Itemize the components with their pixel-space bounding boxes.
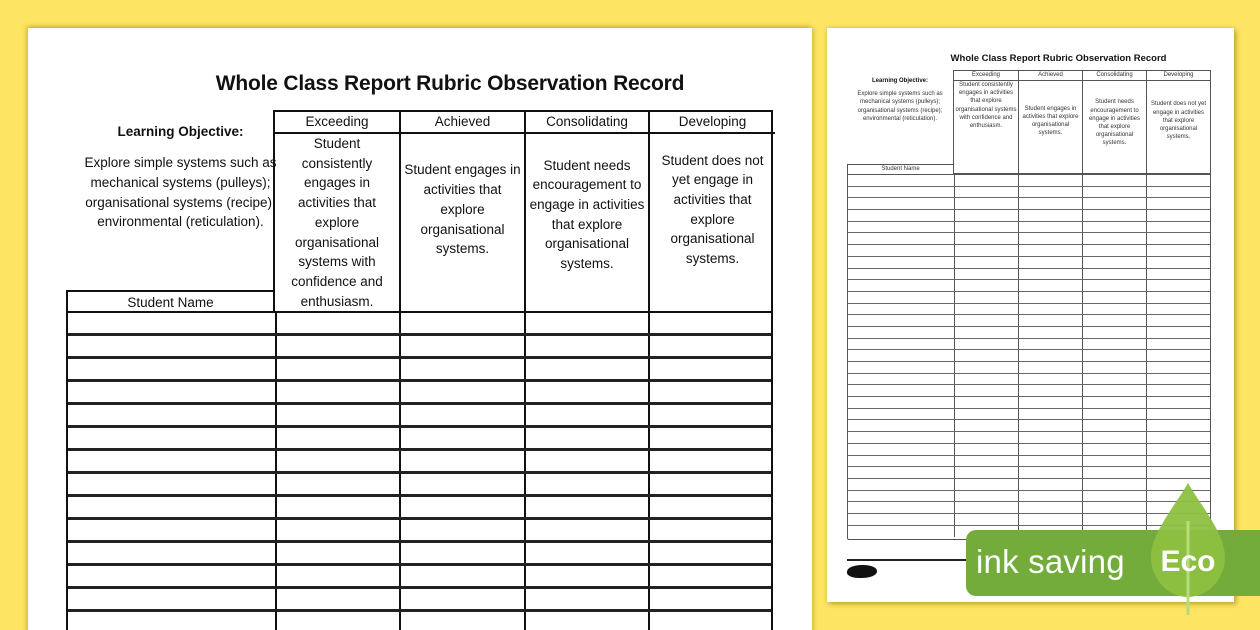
rubric-check-cell <box>1146 409 1210 420</box>
rubric-check-cell <box>524 566 648 586</box>
rubric-check-cell <box>524 543 648 563</box>
rubric-check-cell <box>399 497 524 517</box>
rubric-check-cell <box>399 336 524 356</box>
rubric-check-cell <box>1082 420 1146 431</box>
table-row <box>68 405 771 428</box>
rubric-check-cell <box>275 566 399 586</box>
table-row <box>848 198 1210 210</box>
learning-objective <box>68 124 293 232</box>
rubric-check-cell <box>954 339 1018 350</box>
rubric-check-cell <box>1018 257 1082 268</box>
rubric-check-cell <box>399 589 524 609</box>
rubric-check-cell <box>954 210 1018 221</box>
rubric-check-cell <box>399 474 524 494</box>
rubric-check-cell <box>275 543 399 563</box>
table-row <box>848 327 1210 339</box>
thumbnail-rubric-descriptor: Student engages in activities that explore organisational systems. <box>1022 105 1079 137</box>
rubric-check-cell <box>1082 292 1146 303</box>
thumbnail-rubric-column <box>1018 71 1082 173</box>
rubric-check-cell <box>954 245 1018 256</box>
rubric-check-cell <box>954 280 1018 291</box>
rubric-check-cell <box>275 451 399 471</box>
student-name-cell <box>848 210 954 221</box>
rubric-check-cell <box>275 612 399 630</box>
rubric-check-cell <box>275 497 399 517</box>
table-row <box>848 420 1210 432</box>
rubric-column-achieved <box>399 112 524 311</box>
rubric-column-exceeding <box>275 112 399 311</box>
student-name-cell <box>848 514 954 525</box>
rubric-check-cell <box>1018 409 1082 420</box>
rubric-check-cell <box>524 612 648 630</box>
table-row <box>68 474 771 497</box>
rubric-check-cell <box>1146 350 1210 361</box>
rubric-check-cell <box>524 451 648 471</box>
rubric-check-cell <box>1146 456 1210 467</box>
rubric-check-cell <box>1082 479 1146 490</box>
rubric-descriptor: Student does not yet engage in activities that explore organisational systems. <box>661 152 764 267</box>
rubric-check-cell <box>1018 269 1082 280</box>
rubric-check-cell <box>1082 222 1146 233</box>
rubric-check-cell <box>1082 315 1146 326</box>
student-name-cell <box>848 374 954 385</box>
table-row <box>848 280 1210 292</box>
rubric-check-cell <box>1082 339 1146 350</box>
rubric-descriptor: Student consistently engages in activities that explore organisational systems with confidence and enthusiasm. <box>291 136 383 309</box>
rubric-descriptor: Student needs encouragement to engage in activities that explore organisational systems. <box>529 157 645 272</box>
thumbnail-learning-objective <box>845 78 955 123</box>
student-name-cell <box>848 269 954 280</box>
rubric-column-consolidating <box>524 112 648 311</box>
rubric-check-cell <box>275 313 399 333</box>
rubric-check-cell <box>648 566 771 586</box>
table-row <box>68 497 771 520</box>
rubric-check-cell <box>1082 198 1146 209</box>
ink-saving-text: ink saving <box>976 543 1125 580</box>
student-name-cell <box>68 566 275 586</box>
rubric-check-cell <box>524 336 648 356</box>
rubric-check-cell <box>1146 257 1210 268</box>
student-name-cell <box>68 474 275 494</box>
rubric-check-cell <box>1146 444 1210 455</box>
table-row <box>68 612 771 630</box>
table-row <box>68 359 771 382</box>
rubric-check-cell <box>524 405 648 425</box>
student-name-cell <box>848 339 954 350</box>
rubric-check-cell <box>524 520 648 540</box>
rubric-check-cell <box>954 292 1018 303</box>
table-row <box>848 315 1210 327</box>
student-name-cell <box>68 451 275 471</box>
rubric-column-developing <box>648 112 775 311</box>
rubric-check-cell <box>1146 210 1210 221</box>
rubric-level: Exceeding <box>275 112 399 134</box>
rubric-check-cell <box>1146 362 1210 373</box>
table-row <box>848 409 1210 421</box>
rubric-level: Developing <box>650 112 775 134</box>
rubric-check-cell <box>1018 456 1082 467</box>
rubric-check-cell <box>399 428 524 448</box>
rubric-check-cell <box>399 566 524 586</box>
rubric-level: Achieved <box>401 112 524 134</box>
student-name-cell <box>848 502 954 513</box>
rubric-check-cell <box>1082 456 1146 467</box>
rubric-header-table <box>273 110 773 313</box>
rubric-check-cell <box>1146 198 1210 209</box>
rubric-check-cell <box>524 313 648 333</box>
rubric-check-cell <box>1146 339 1210 350</box>
student-name-cell <box>848 304 954 315</box>
rubric-check-cell <box>954 304 1018 315</box>
student-name-cell <box>68 428 275 448</box>
rubric-check-cell <box>1018 210 1082 221</box>
rubric-check-cell <box>1018 187 1082 198</box>
thumbnail-rubric-column <box>1082 71 1146 173</box>
rubric-check-cell <box>1082 233 1146 244</box>
rubric-check-cell <box>954 374 1018 385</box>
rubric-check-cell <box>1082 350 1146 361</box>
table-row <box>68 313 771 336</box>
student-name-cell <box>848 467 954 478</box>
rubric-check-cell <box>954 385 1018 396</box>
rubric-check-cell <box>399 612 524 630</box>
rubric-check-cell <box>275 359 399 379</box>
student-name-cell <box>848 456 954 467</box>
rubric-check-cell <box>954 350 1018 361</box>
rubric-check-cell <box>648 313 771 333</box>
rubric-level: Consolidating <box>526 112 648 134</box>
rubric-check-cell <box>1018 374 1082 385</box>
rubric-check-cell <box>1018 175 1082 186</box>
rubric-check-cell <box>1082 397 1146 408</box>
student-name-cell <box>68 589 275 609</box>
rubric-check-cell <box>1146 222 1210 233</box>
rubric-check-cell <box>1018 245 1082 256</box>
table-row <box>848 432 1210 444</box>
thumbnail-rubric-level: Achieved <box>1019 71 1082 81</box>
table-row <box>848 233 1210 245</box>
rubric-check-cell <box>1146 269 1210 280</box>
rubric-check-cell <box>275 520 399 540</box>
student-name-cell <box>848 385 954 396</box>
rubric-check-cell <box>1018 292 1082 303</box>
rubric-check-cell <box>954 327 1018 338</box>
rubric-check-cell <box>1146 292 1210 303</box>
table-row <box>848 269 1210 281</box>
rubric-check-cell <box>648 474 771 494</box>
rubric-check-cell <box>1146 187 1210 198</box>
rubric-check-cell <box>1082 362 1146 373</box>
rubric-check-cell <box>1082 502 1146 513</box>
rubric-check-cell <box>1082 409 1146 420</box>
table-row <box>848 292 1210 304</box>
thumbnail-rubric-descriptor: Student needs encouragement to engage in activities that explore organisational systems. <box>1088 99 1141 147</box>
student-name-cell <box>848 187 954 198</box>
rubric-check-cell <box>1082 514 1146 525</box>
rubric-check-cell <box>1146 432 1210 443</box>
student-name-cell <box>848 444 954 455</box>
rubric-check-cell <box>954 315 1018 326</box>
page-title: Whole Class Report Rubric Observation Record <box>215 72 685 95</box>
rubric-check-cell <box>1018 491 1082 502</box>
rubric-check-cell <box>1146 327 1210 338</box>
rubric-check-cell <box>1018 233 1082 244</box>
rubric-check-cell <box>954 397 1018 408</box>
rubric-check-cell <box>1146 385 1210 396</box>
student-name-cell <box>848 362 954 373</box>
thumbnail-student-name-header: Student Name <box>847 164 954 174</box>
thumbnail-rubric-column <box>954 71 1018 173</box>
rubric-descriptor: Student engages in activities that explore organisational systems. <box>404 162 521 257</box>
table-row <box>848 350 1210 362</box>
table-row <box>68 543 771 566</box>
table-row <box>848 257 1210 269</box>
rubric-check-cell <box>1082 304 1146 315</box>
student-name-cell <box>848 432 954 443</box>
learning-objective-label: Learning Objective: <box>117 124 244 139</box>
rubric-check-cell <box>399 382 524 402</box>
student-name-cell <box>848 292 954 303</box>
rubric-check-cell <box>1146 245 1210 256</box>
rubric-check-cell <box>1018 397 1082 408</box>
student-name-cell <box>68 313 275 333</box>
footer-divider <box>847 559 967 561</box>
thumbnail-rubric-header <box>953 70 1211 174</box>
rubric-check-cell <box>399 405 524 425</box>
learning-objective-text: Explore simple systems such as mechanical systems (pulleys); organisational systems (recipe); environmental (reticulation). <box>84 155 277 230</box>
rubric-check-cell <box>648 520 771 540</box>
table-row <box>68 336 771 359</box>
table-row <box>848 397 1210 409</box>
rubric-check-cell <box>1018 420 1082 431</box>
rubric-check-cell <box>954 187 1018 198</box>
table-row <box>848 444 1210 456</box>
rubric-check-cell <box>954 409 1018 420</box>
student-name-cell <box>848 198 954 209</box>
rubric-check-cell <box>1082 374 1146 385</box>
student-observation-table <box>66 311 773 630</box>
table-row <box>848 222 1210 234</box>
student-name-cell <box>848 526 954 538</box>
rubric-check-cell <box>1018 385 1082 396</box>
student-name-cell <box>848 280 954 291</box>
thumbnail-rubric-descriptor: Student does not yet engage in activities that explore organisational systems. <box>1150 101 1207 141</box>
student-name-cell <box>68 543 275 563</box>
rubric-check-cell <box>954 233 1018 244</box>
rubric-check-cell <box>1082 269 1146 280</box>
rubric-check-cell <box>1082 467 1146 478</box>
table-row <box>68 382 771 405</box>
rubric-check-cell <box>1082 280 1146 291</box>
table-row <box>68 428 771 451</box>
rubric-check-cell <box>1146 467 1210 478</box>
student-name-cell <box>848 315 954 326</box>
rubric-check-cell <box>1082 444 1146 455</box>
table-row <box>848 304 1210 316</box>
rubric-check-cell <box>1082 491 1146 502</box>
student-name-cell <box>848 175 954 186</box>
rubric-check-cell <box>1082 245 1146 256</box>
rubric-check-cell <box>399 359 524 379</box>
rubric-check-cell <box>1146 233 1210 244</box>
rubric-check-cell <box>1146 374 1210 385</box>
student-name-cell <box>68 382 275 402</box>
thumbnail-rubric-level: Exceeding <box>954 71 1018 81</box>
table-row <box>848 339 1210 351</box>
rubric-check-cell <box>1146 397 1210 408</box>
student-name-header: Student Name <box>66 290 275 313</box>
thumbnail-learning-objective-text: Explore simple systems such as mechanical systems (pulleys); organisational systems (recipe); environmental (reticulation). <box>857 91 943 122</box>
rubric-check-cell <box>1146 420 1210 431</box>
student-name-cell <box>68 405 275 425</box>
table-row <box>848 456 1210 468</box>
student-name-cell <box>68 336 275 356</box>
thumbnail-learning-objective-label: Learning Objective: <box>871 78 928 84</box>
rubric-check-cell <box>648 405 771 425</box>
table-row <box>848 374 1210 386</box>
table-row <box>68 589 771 612</box>
rubric-check-cell <box>1146 280 1210 291</box>
rubric-check-cell <box>1018 198 1082 209</box>
thumbnail-rubric-level: Developing <box>1147 71 1210 81</box>
rubric-check-cell <box>1018 280 1082 291</box>
table-row <box>68 520 771 543</box>
rubric-check-cell <box>1018 479 1082 490</box>
eco-label: Eco <box>1160 545 1216 578</box>
thumbnail-title: Whole Class Report Rubric Observation Record <box>950 53 1167 64</box>
student-name-cell <box>848 409 954 420</box>
rubric-check-cell <box>954 257 1018 268</box>
rubric-check-cell <box>1018 432 1082 443</box>
rubric-check-cell <box>1018 467 1082 478</box>
student-name-cell <box>848 245 954 256</box>
rubric-check-cell <box>1146 175 1210 186</box>
rubric-check-cell <box>954 222 1018 233</box>
rubric-check-cell <box>275 474 399 494</box>
student-name-cell <box>848 257 954 268</box>
student-name-cell <box>68 359 275 379</box>
rubric-check-cell <box>1082 257 1146 268</box>
rubric-check-cell <box>399 313 524 333</box>
rubric-check-cell <box>524 382 648 402</box>
rubric-check-cell <box>1018 315 1082 326</box>
rubric-check-cell <box>954 432 1018 443</box>
rubric-check-cell <box>954 479 1018 490</box>
table-row <box>848 245 1210 257</box>
main-page-preview <box>28 28 812 630</box>
rubric-check-cell <box>1082 210 1146 221</box>
student-name-cell <box>848 233 954 244</box>
rubric-check-cell <box>1082 385 1146 396</box>
rubric-check-cell <box>954 502 1018 513</box>
rubric-check-cell <box>954 444 1018 455</box>
student-name-cell <box>848 420 954 431</box>
rubric-check-cell <box>1018 327 1082 338</box>
rubric-check-cell <box>524 497 648 517</box>
rubric-check-cell <box>1082 175 1146 186</box>
rubric-check-cell <box>275 405 399 425</box>
table-row <box>848 187 1210 199</box>
rubric-check-cell <box>1082 187 1146 198</box>
rubric-check-cell <box>524 428 648 448</box>
rubric-check-cell <box>1082 327 1146 338</box>
rubric-check-cell <box>648 336 771 356</box>
rubric-check-cell <box>954 420 1018 431</box>
student-name-cell <box>848 397 954 408</box>
rubric-check-cell <box>275 382 399 402</box>
table-row <box>848 385 1210 397</box>
thumbnail-rubric-level: Consolidating <box>1083 71 1146 81</box>
rubric-check-cell <box>1018 444 1082 455</box>
rubric-check-cell <box>954 491 1018 502</box>
student-name-cell <box>848 327 954 338</box>
rubric-check-cell <box>524 589 648 609</box>
rubric-check-cell <box>524 359 648 379</box>
table-row <box>848 210 1210 222</box>
student-name-cell <box>68 520 275 540</box>
table-row <box>848 362 1210 374</box>
rubric-check-cell <box>524 474 648 494</box>
rubric-check-cell <box>648 451 771 471</box>
student-name-cell <box>848 222 954 233</box>
student-name-cell <box>68 612 275 630</box>
rubric-check-cell <box>1018 339 1082 350</box>
rubric-check-cell <box>648 359 771 379</box>
rubric-check-cell <box>648 428 771 448</box>
table-row <box>848 175 1210 187</box>
rubric-check-cell <box>1146 304 1210 315</box>
rubric-check-cell <box>275 428 399 448</box>
table-row <box>68 566 771 589</box>
rubric-check-cell <box>954 269 1018 280</box>
student-name-cell <box>68 497 275 517</box>
rubric-check-cell <box>275 589 399 609</box>
rubric-check-cell <box>954 456 1018 467</box>
rubric-check-cell <box>954 467 1018 478</box>
thumbnail-rubric-descriptor: Student consistently engages in activities that explore organisational systems with confidence and enthusiasm. <box>955 82 1017 130</box>
thumbnail-rubric-column <box>1146 71 1210 173</box>
rubric-check-cell <box>1082 432 1146 443</box>
table-row <box>848 467 1210 479</box>
student-name-cell <box>848 350 954 361</box>
rubric-check-cell <box>954 362 1018 373</box>
rubric-check-cell <box>1018 222 1082 233</box>
rubric-check-cell <box>1018 362 1082 373</box>
rubric-check-cell <box>648 497 771 517</box>
rubric-check-cell <box>954 514 1018 525</box>
rubric-check-cell <box>648 543 771 563</box>
rubric-check-cell <box>648 382 771 402</box>
rubric-check-cell <box>954 175 1018 186</box>
twinkl-logo-icon <box>847 565 877 578</box>
rubric-check-cell <box>399 520 524 540</box>
table-row <box>68 451 771 474</box>
student-name-cell <box>848 491 954 502</box>
student-name-cell <box>848 479 954 490</box>
rubric-check-cell <box>1018 502 1082 513</box>
rubric-check-cell <box>648 612 771 630</box>
rubric-check-cell <box>1018 304 1082 315</box>
rubric-check-cell <box>1018 514 1082 525</box>
rubric-check-cell <box>275 336 399 356</box>
rubric-check-cell <box>648 589 771 609</box>
rubric-check-cell <box>954 198 1018 209</box>
rubric-check-cell <box>399 451 524 471</box>
rubric-check-cell <box>399 543 524 563</box>
rubric-check-cell <box>1018 350 1082 361</box>
rubric-check-cell <box>1146 315 1210 326</box>
